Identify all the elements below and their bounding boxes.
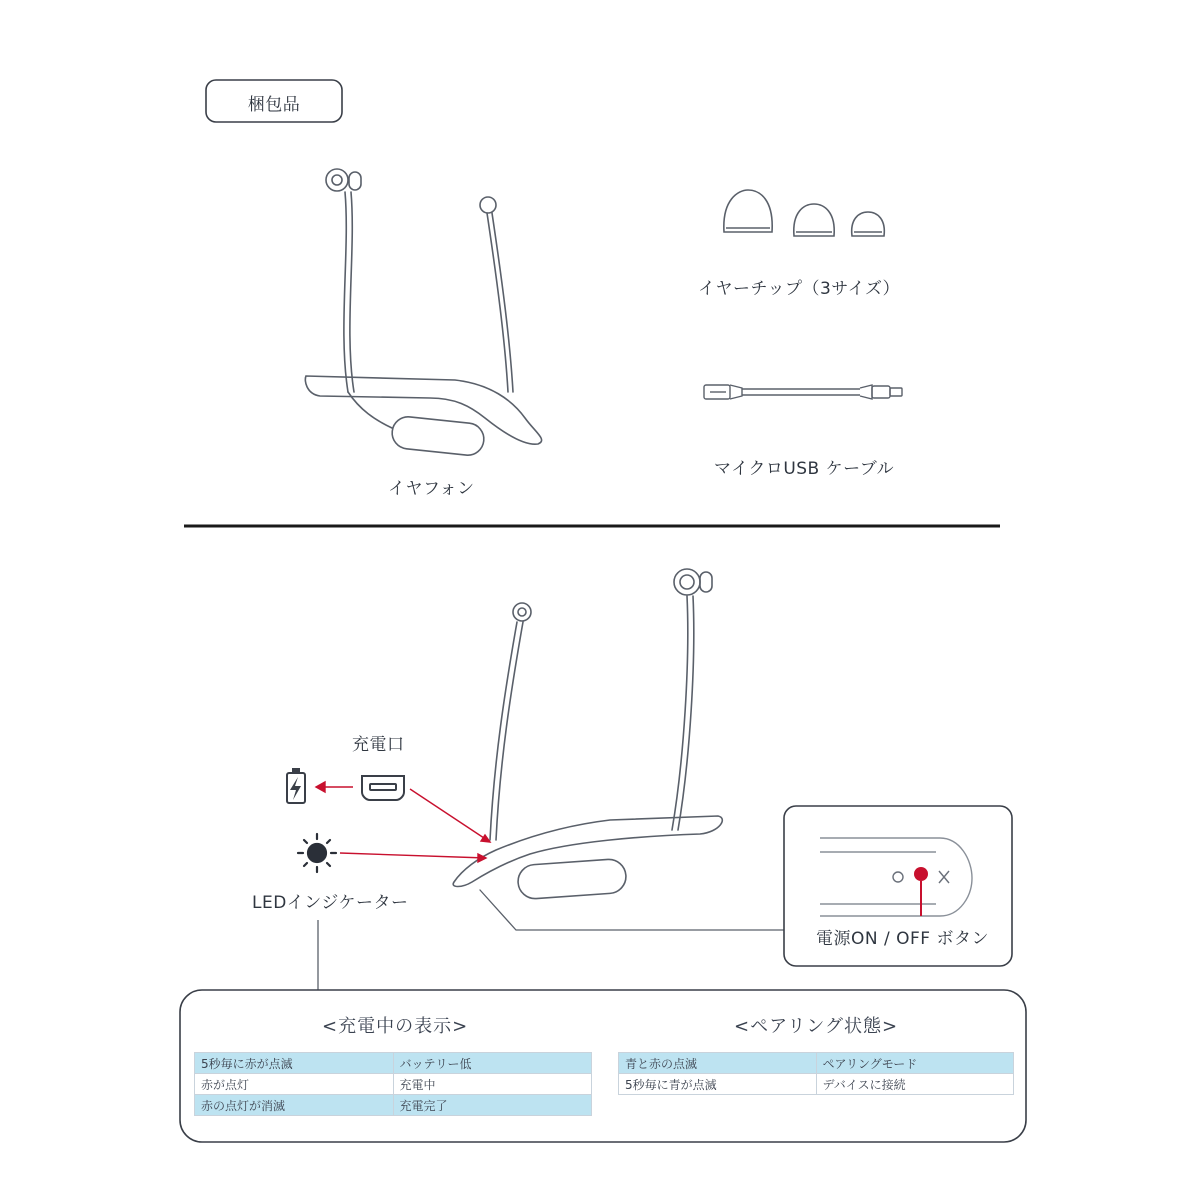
power-button-icon[interactable] bbox=[914, 867, 928, 881]
pairing-status-title: <ペアリング状態> bbox=[734, 1016, 899, 1037]
power-button-label: 電源ON / OFF ボタン bbox=[816, 929, 989, 949]
state-cell: 5秒毎に赤が点滅 bbox=[195, 1053, 394, 1074]
state-cell: 5秒毎に青が点滅 bbox=[619, 1074, 817, 1095]
table-row bbox=[619, 1074, 1014, 1095]
earphones-label: イヤフォン bbox=[388, 479, 475, 499]
eartips-illustration bbox=[724, 190, 884, 236]
charging-port-label: 充電口 bbox=[352, 735, 405, 755]
state-cell: 青と赤の点滅 bbox=[619, 1053, 817, 1074]
usb-cable-illustration bbox=[704, 385, 902, 399]
state-cell: 赤が点灯 bbox=[195, 1074, 394, 1095]
earphones-illustration bbox=[305, 169, 541, 457]
earphones-detail-illustration bbox=[453, 569, 784, 930]
meaning-cell: ペアリングモード bbox=[816, 1053, 1014, 1074]
usb-port-icon bbox=[362, 776, 404, 800]
table-row bbox=[195, 1095, 592, 1116]
table-row bbox=[195, 1053, 592, 1074]
meaning-cell: デバイスに接続 bbox=[816, 1074, 1014, 1095]
meaning-cell: バッテリー低 bbox=[393, 1053, 592, 1074]
meaning-cell: 充電中 bbox=[393, 1074, 592, 1095]
sun-icon bbox=[298, 834, 336, 872]
table-row bbox=[195, 1074, 592, 1095]
package-contents-title: 梱包品 bbox=[247, 95, 301, 115]
meaning-cell: 充電完了 bbox=[393, 1095, 592, 1116]
state-cell: 赤の点灯が消滅 bbox=[195, 1095, 394, 1116]
table-row bbox=[619, 1053, 1014, 1074]
battery-charging-icon bbox=[287, 768, 305, 803]
usb-cable-label: マイクロUSB ケーブル bbox=[714, 459, 895, 479]
charging-status-title: <充電中の表示> bbox=[322, 1016, 469, 1037]
charging-status-table bbox=[194, 1052, 592, 1116]
led-indicator-label: LEDインジケーター bbox=[252, 893, 409, 913]
eartips-label: イヤーチップ（3サイズ） bbox=[698, 279, 900, 299]
pairing-status-table bbox=[618, 1052, 1014, 1095]
